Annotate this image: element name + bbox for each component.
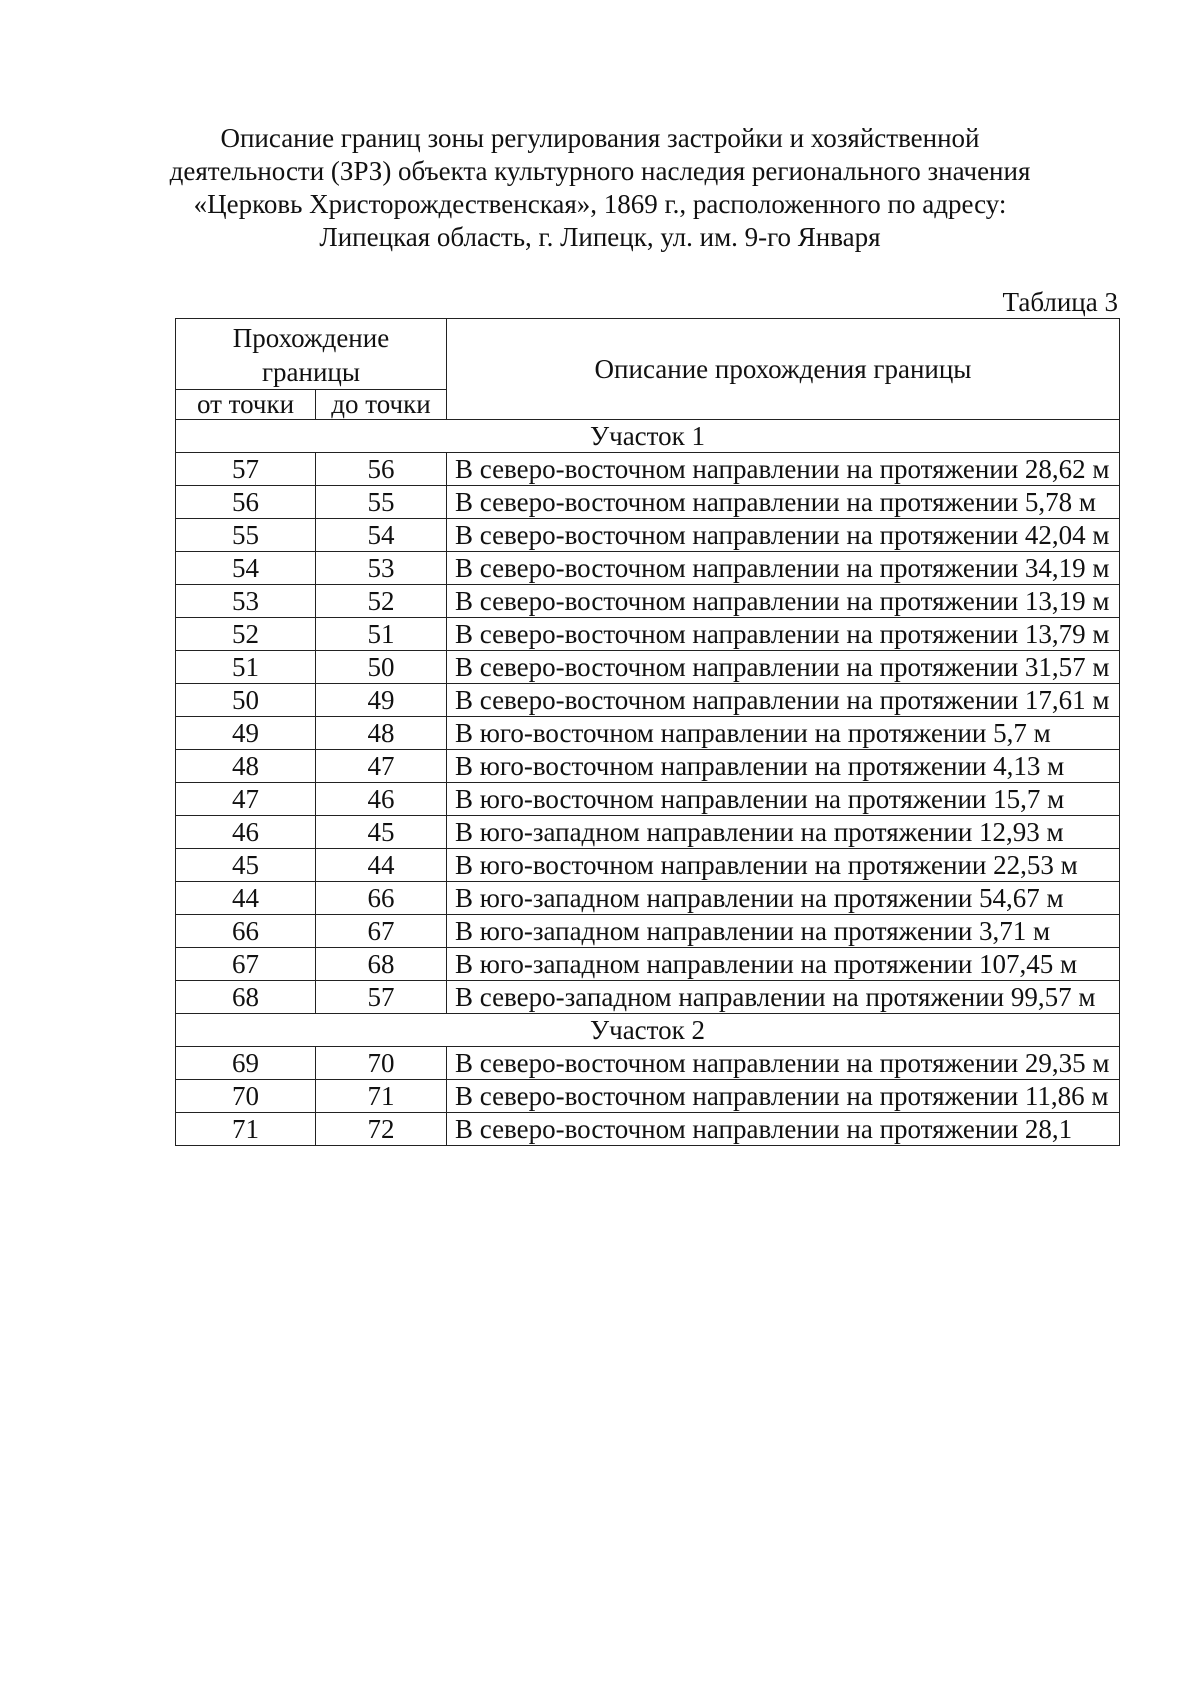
boundary-description: В юго-западном направлении на протяжении 54,67 м: [447, 882, 1120, 915]
table-row: [176, 882, 1120, 915]
table-row: [176, 1113, 1120, 1146]
header-description: Описание прохождения границы: [447, 319, 1120, 420]
table-row: [176, 783, 1120, 816]
table-row: [176, 453, 1120, 486]
header-to: до точки: [316, 390, 447, 420]
table-body: [176, 420, 1120, 1146]
to-point: 46: [316, 783, 447, 816]
boundary-description: В северо-восточном направлении на протяжении 5,78 м: [447, 486, 1120, 519]
from-point: 51: [176, 651, 316, 684]
from-point: 49: [176, 717, 316, 750]
title-line: деятельности (ЗРЗ) объекта культурного наследия регионального значения: [169, 156, 1031, 186]
to-point: 44: [316, 849, 447, 882]
to-point: 48: [316, 717, 447, 750]
from-point: 47: [176, 783, 316, 816]
table-row: [176, 1080, 1120, 1113]
boundary-table: [175, 318, 1120, 1146]
boundary-description: В северо-восточном направлении на протяжении 17,61 м: [447, 684, 1120, 717]
section-title: Участок 2: [176, 1014, 1120, 1047]
boundary-description: В юго-западном направлении на протяжении 12,93 м: [447, 816, 1120, 849]
to-point: 55: [316, 486, 447, 519]
from-point: 53: [176, 585, 316, 618]
from-point: 70: [176, 1080, 316, 1113]
from-point: 50: [176, 684, 316, 717]
table-row: [176, 618, 1120, 651]
table-row: [176, 915, 1120, 948]
boundary-description: В северо-западном направлении на протяжении 99,57 м: [447, 981, 1120, 1014]
table-row: [176, 981, 1120, 1014]
boundary-description: В северо-восточном направлении на протяжении 42,04 м: [447, 519, 1120, 552]
to-point: 56: [316, 453, 447, 486]
boundary-description: В юго-восточном направлении на протяжении 15,7 м: [447, 783, 1120, 816]
table-row: [176, 684, 1120, 717]
boundary-description: В юго-восточном направлении на протяжении 22,53 м: [447, 849, 1120, 882]
from-point: 56: [176, 486, 316, 519]
from-point: 67: [176, 948, 316, 981]
boundary-description: В юго-западном направлении на протяжении 3,71 м: [447, 915, 1120, 948]
to-point: 72: [316, 1113, 447, 1146]
boundary-description: В северо-восточном направлении на протяжении 31,57 м: [447, 651, 1120, 684]
to-point: 67: [316, 915, 447, 948]
boundary-description: В северо-восточном направлении на протяжении 13,79 м: [447, 618, 1120, 651]
from-point: 52: [176, 618, 316, 651]
title-line: «Церковь Христорождественская», 1869 г., расположенного по адресу:: [193, 189, 1007, 219]
section-title: Участок 1: [176, 420, 1120, 453]
to-point: 51: [316, 618, 447, 651]
title-line: Описание границ зоны регулирования застройки и хозяйственной: [220, 123, 980, 153]
to-point: 68: [316, 948, 447, 981]
to-point: 70: [316, 1047, 447, 1080]
section-row: [176, 1014, 1120, 1047]
boundary-description: В северо-восточном направлении на протяжении 34,19 м: [447, 552, 1120, 585]
table-row: [176, 948, 1120, 981]
from-point: 48: [176, 750, 316, 783]
table-row: [176, 585, 1120, 618]
from-point: 54: [176, 552, 316, 585]
boundary-description: В северо-восточном направлении на протяжении 28,1: [447, 1113, 1120, 1146]
from-point: 55: [176, 519, 316, 552]
table-row: [176, 717, 1120, 750]
boundary-description: В северо-восточном направлении на протяжении 11,86 м: [447, 1080, 1120, 1113]
boundary-description: В северо-восточном направлении на протяжении 13,19 м: [447, 585, 1120, 618]
from-point: 57: [176, 453, 316, 486]
boundary-description: В северо-восточном направлении на протяжении 29,35 м: [447, 1047, 1120, 1080]
boundary-description: В северо-восточном направлении на протяжении 28,62 м: [447, 453, 1120, 486]
boundary-description: В юго-восточном направлении на протяжении 5,7 м: [447, 717, 1120, 750]
table-row: [176, 1047, 1120, 1080]
table-row: [176, 816, 1120, 849]
section-row: [176, 420, 1120, 453]
to-point: 45: [316, 816, 447, 849]
boundary-description: В юго-восточном направлении на протяжении 4,13 м: [447, 750, 1120, 783]
boundary-description: В юго-западном направлении на протяжении 107,45 м: [447, 948, 1120, 981]
table-caption: Таблица 3: [1002, 287, 1118, 317]
from-point: 66: [176, 915, 316, 948]
from-point: 71: [176, 1113, 316, 1146]
table-row: [176, 750, 1120, 783]
table-row: [176, 651, 1120, 684]
to-point: 53: [316, 552, 447, 585]
to-point: 52: [316, 585, 447, 618]
to-point: 49: [316, 684, 447, 717]
table-row: [176, 849, 1120, 882]
to-point: 66: [316, 882, 447, 915]
from-point: 44: [176, 882, 316, 915]
to-point: 47: [316, 750, 447, 783]
from-point: 45: [176, 849, 316, 882]
to-point: 57: [316, 981, 447, 1014]
header-passage: Прохождение границы: [176, 319, 447, 390]
from-point: 68: [176, 981, 316, 1014]
from-point: 46: [176, 816, 316, 849]
title-line: Липецкая область, г. Липецк, ул. им. 9-го Января: [319, 222, 881, 252]
table-row: [176, 519, 1120, 552]
document-title: [150, 122, 1050, 254]
header-from: от точки: [176, 390, 316, 420]
from-point: 69: [176, 1047, 316, 1080]
to-point: 54: [316, 519, 447, 552]
to-point: 50: [316, 651, 447, 684]
to-point: 71: [316, 1080, 447, 1113]
table-row: [176, 552, 1120, 585]
table-row: [176, 486, 1120, 519]
